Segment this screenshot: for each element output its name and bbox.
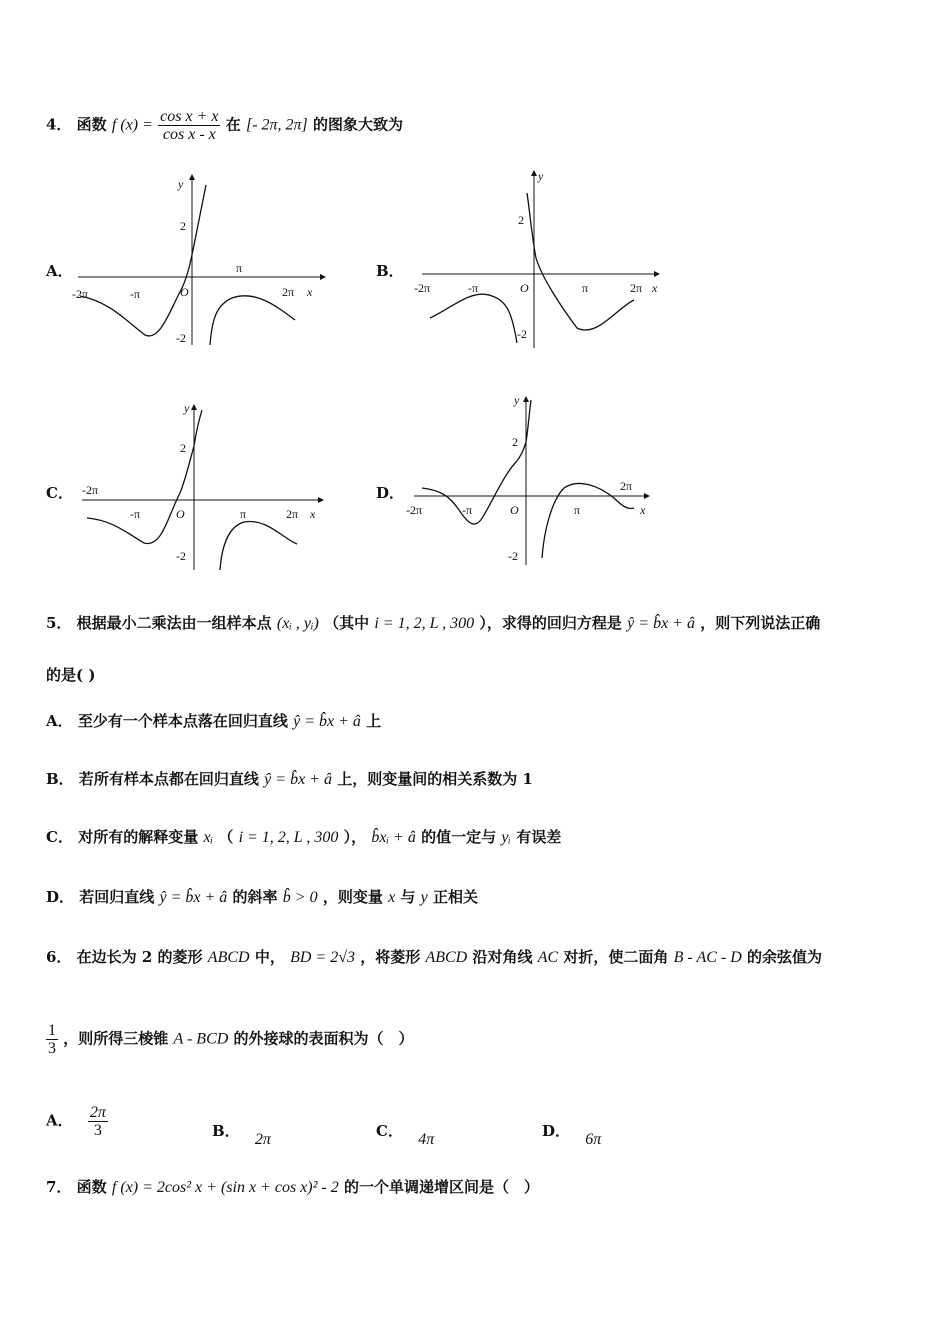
q5-d-eq: ŷ = b̂x + â bbox=[159, 889, 228, 906]
q6-t3: ，将菱形 bbox=[360, 948, 421, 966]
q6-b-value: 2π bbox=[254, 1131, 271, 1148]
q6-t1: 在边长为 2 的菱形 bbox=[76, 948, 203, 966]
q4b-tick-2: 2 bbox=[518, 213, 524, 227]
q5-equation: ŷ = b̂x + â bbox=[627, 615, 695, 632]
q4c-tick-pi: π bbox=[240, 507, 247, 521]
q4-option-c-label: C． bbox=[46, 484, 73, 502]
q6-a-num: 2π bbox=[89, 1104, 106, 1121]
q4c-tick-2: 2 bbox=[180, 441, 186, 455]
q4-graph-c bbox=[72, 398, 332, 578]
q4-tail: 的图象大致为 bbox=[313, 115, 404, 134]
q6-stem-line2 bbox=[46, 1022, 414, 1057]
q6-frac-num: 1 bbox=[48, 1022, 56, 1039]
q6-t2: 中， bbox=[254, 948, 285, 966]
q4c-x: x bbox=[310, 507, 316, 521]
q6-bd: BD = 2√3 bbox=[290, 949, 355, 966]
q4b-origin: O bbox=[520, 281, 529, 295]
q4-option-d-label: D． bbox=[376, 484, 405, 502]
q6-stem bbox=[46, 946, 822, 967]
q5-c-text2: 的值一定与 bbox=[421, 828, 497, 846]
q4c-tick-negpi: -π bbox=[130, 507, 141, 521]
q4d-tick-2pi: 2π bbox=[620, 479, 633, 493]
q7-expr: f (x) = 2cos² x + (sin x + cos x)² - 2 bbox=[111, 1179, 339, 1196]
q4-interval: [- 2π, 2π] bbox=[245, 116, 308, 134]
q4-numerator: cos x + x bbox=[160, 108, 219, 125]
q4d-y: y bbox=[514, 393, 520, 407]
q4b-y: y bbox=[538, 169, 544, 183]
q4c-tick-neg2pi: -2π bbox=[82, 483, 99, 497]
q4a-origin: O bbox=[180, 285, 189, 299]
q4d-tick-negpi: -π bbox=[462, 503, 473, 517]
q5-option-c bbox=[46, 826, 561, 847]
q5-paren-open: （其中 bbox=[324, 614, 370, 632]
q5-b-text2: 上，则变量间的相关系数为 1 bbox=[337, 770, 533, 788]
q5-tail: ，则下列说法正确 bbox=[700, 614, 821, 632]
q5-d-and: 与 bbox=[400, 888, 416, 906]
q4-graph-a bbox=[70, 170, 330, 350]
q4a-tick-2: 2 bbox=[180, 219, 186, 233]
q6-t8: 的外接球的表面积为（ ） bbox=[233, 1029, 414, 1048]
q4-graph-d bbox=[404, 390, 664, 570]
q5-c-label: C． bbox=[46, 828, 73, 846]
q4a-tick-neg2pi: -2π bbox=[72, 287, 89, 301]
q6-a-fraction bbox=[88, 1104, 108, 1139]
q5-d-text3: ，则变量 bbox=[322, 888, 383, 906]
q6-c-value: 4π bbox=[418, 1131, 435, 1148]
q4-option-b-label: B． bbox=[376, 262, 404, 280]
q4-number: 4． bbox=[46, 115, 72, 134]
q5-c-text3: 有误差 bbox=[516, 828, 562, 846]
q4-fraction bbox=[158, 108, 220, 143]
q4d-tick-pi: π bbox=[574, 503, 581, 517]
q5-c-xi: xᵢ bbox=[203, 829, 214, 846]
q6-option-b bbox=[212, 1120, 271, 1148]
q4-on-word: 在 bbox=[225, 115, 241, 134]
q6-t6: 的余弦值为 bbox=[747, 948, 823, 966]
q5-a-text1: 至少有一个样本点落在回归直线 bbox=[77, 712, 288, 730]
q5-d-slope: b̂ > 0 bbox=[282, 889, 318, 906]
q5-a-label: A． bbox=[46, 712, 73, 730]
q6-t7: ，则所得三棱锥 bbox=[63, 1029, 169, 1048]
q5-stem-line2: 的是( ) bbox=[46, 666, 96, 684]
q5-d-text4: 正相关 bbox=[433, 888, 479, 906]
q4b-tick-2pi: 2π bbox=[630, 281, 643, 295]
q5-option-b bbox=[46, 768, 533, 789]
q5-d-text2: 的斜率 bbox=[232, 888, 278, 906]
q5-c-text1: 对所有的解释变量 bbox=[78, 828, 199, 846]
q6-ac: AC bbox=[537, 949, 559, 966]
q5-b-label: B． bbox=[46, 770, 74, 788]
q5-c-paren-close: ）， bbox=[343, 828, 367, 846]
q5-a-text2: 上 bbox=[366, 712, 382, 730]
q4a-tick-2pi: 2π bbox=[282, 285, 295, 299]
q6-t5: 对折，使二面角 bbox=[563, 948, 669, 966]
q4c-origin: O bbox=[176, 507, 185, 521]
q5-d-x: x bbox=[388, 889, 396, 906]
q6-cos-fraction bbox=[46, 1022, 58, 1057]
q5-c-yi: yᵢ bbox=[501, 829, 511, 846]
q5-c-index: i = 1, 2, L , 300 bbox=[238, 829, 339, 846]
q6-number: 6． bbox=[46, 948, 72, 966]
q4d-tick-2: 2 bbox=[512, 435, 518, 449]
q5-d-label: D． bbox=[46, 888, 75, 906]
q5-stem bbox=[46, 612, 820, 633]
q4a-tick-negpi: -π bbox=[130, 287, 141, 301]
q5-index: i = 1, 2, L , 300 bbox=[374, 615, 475, 632]
q6-t4: 沿对角线 bbox=[472, 948, 533, 966]
q5-b-eq: ŷ = b̂x + â bbox=[264, 771, 332, 788]
q4-denominator: cos x - x bbox=[162, 126, 216, 143]
q6-tetra: A - BCD bbox=[173, 1030, 229, 1048]
q5-d-y: y bbox=[420, 889, 428, 906]
q4-func-word: 函数 bbox=[76, 115, 107, 134]
q6-b-label: B． bbox=[212, 1122, 240, 1140]
q4d-tick-neg2pi: -2π bbox=[406, 503, 423, 517]
q4a-tick-neg2: -2 bbox=[176, 331, 186, 345]
q6-abcd: ABCD bbox=[207, 949, 250, 966]
q6-a-den: 3 bbox=[93, 1122, 102, 1139]
q4a-y: y bbox=[178, 177, 184, 191]
q6-d-label: D． bbox=[542, 1122, 571, 1140]
q6-option-d bbox=[542, 1120, 602, 1148]
q4-graph-b bbox=[412, 168, 672, 348]
q4a-tick-pi: π bbox=[236, 261, 243, 275]
q4b-x: x bbox=[652, 281, 658, 295]
q5-point: (xᵢ , yᵢ) bbox=[276, 615, 319, 632]
q6-d-value: 6π bbox=[585, 1131, 602, 1148]
q4b-tick-pi: π bbox=[582, 281, 589, 295]
q6-a-label: A． bbox=[46, 1111, 73, 1130]
q7-func-word: 函数 bbox=[76, 1178, 107, 1196]
q6-angle: B - AC - D bbox=[673, 949, 742, 966]
q6-option-c bbox=[376, 1120, 435, 1148]
q7-number: 7． bbox=[46, 1178, 72, 1196]
q4b-tick-neg2: -2 bbox=[517, 327, 527, 341]
q5-b-text1: 若所有样本点都在回归直线 bbox=[78, 770, 259, 788]
q7-stem bbox=[46, 1176, 539, 1197]
q4c-tick-2pi: 2π bbox=[286, 507, 299, 521]
q6-c-label: C． bbox=[376, 1122, 403, 1140]
q7-tail: 的一个单调递增区间是（ ） bbox=[343, 1178, 539, 1196]
q4d-x: x bbox=[640, 503, 646, 517]
q4a-x: x bbox=[307, 285, 313, 299]
q4-stem bbox=[46, 108, 403, 143]
q5-option-a bbox=[46, 710, 381, 731]
q5-a-eq: ŷ = b̂x + â bbox=[293, 713, 361, 730]
q5-d-text1: 若回归直线 bbox=[79, 888, 155, 906]
q4d-origin: O bbox=[510, 503, 519, 517]
q4c-y: y bbox=[184, 401, 190, 415]
q5-number: 5． bbox=[46, 614, 72, 632]
q4b-tick-neg2pi: -2π bbox=[414, 281, 431, 295]
q4d-tick-neg2: -2 bbox=[508, 549, 518, 563]
q6-abcd-2: ABCD bbox=[425, 949, 468, 966]
q4-option-a-label: A． bbox=[46, 262, 73, 280]
q4c-tick-neg2: -2 bbox=[176, 549, 186, 563]
q5-c-expr: b̂xᵢ + â bbox=[371, 829, 416, 846]
q5-paren-close: ），求得的回归方程是 bbox=[479, 614, 622, 632]
q5-c-paren: （ bbox=[218, 828, 234, 846]
q4-fx: f (x) = bbox=[111, 116, 153, 134]
q6-option-a bbox=[46, 1104, 108, 1139]
q5-lead: 根据最小二乘法由一组样本点 bbox=[76, 614, 272, 632]
q4b-tick-negpi: -π bbox=[468, 281, 479, 295]
q6-frac-den: 3 bbox=[48, 1040, 56, 1057]
q5-option-d bbox=[46, 886, 478, 907]
